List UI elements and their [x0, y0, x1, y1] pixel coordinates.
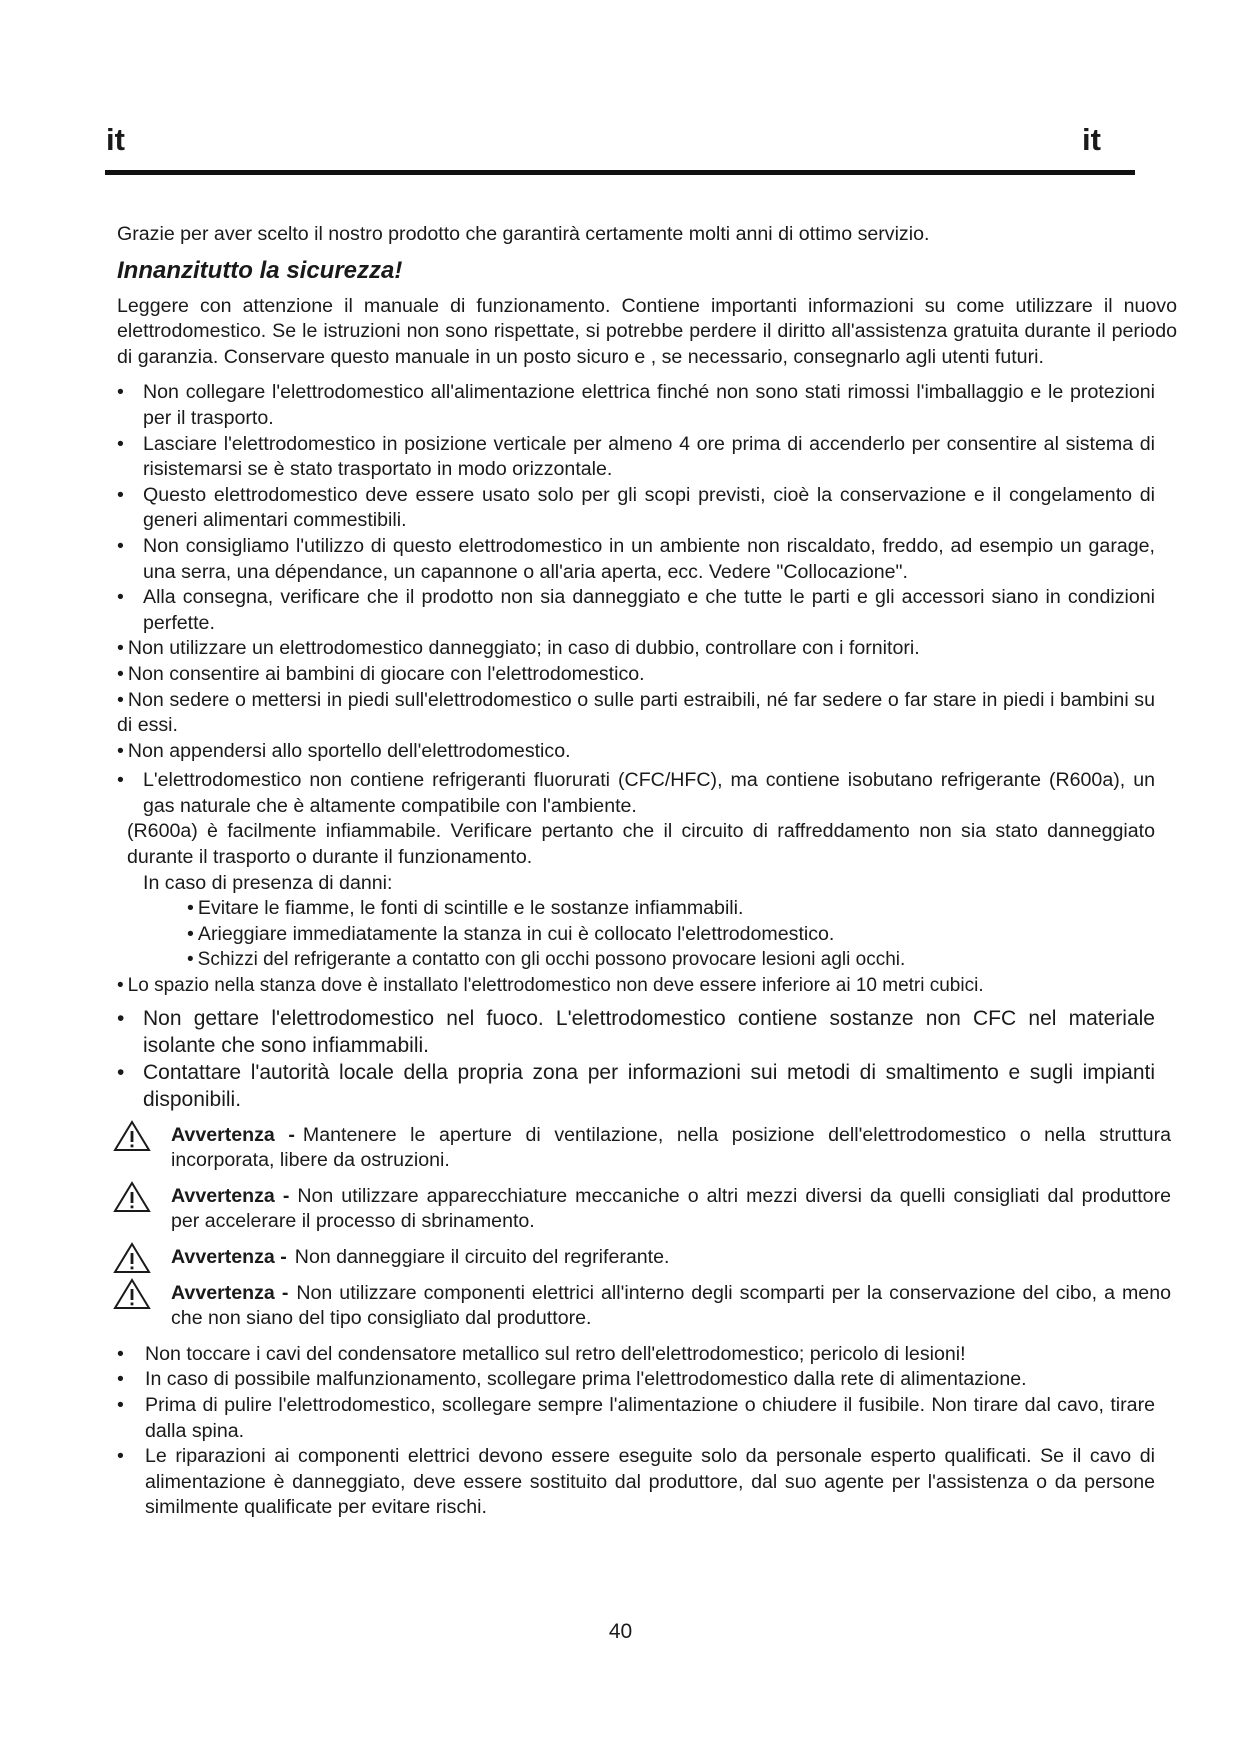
bullet-dot-icon: • [117, 662, 124, 685]
bullet-dot-icon: • [117, 637, 124, 660]
warning-label: Avvertenza - [171, 1246, 287, 1268]
safety-bullet: • Lasciare l'elettrodomestico in posizione verticale per almeno 4 ore prima di accenderlo per consentire al sistema di risistemarsi se è stato trasportato in modo orizzontale. [117, 432, 1155, 483]
refrigerant-flammable-text: (R600a) è facilmente infiammabile. Verificare pertanto che il circuito di raffreddamento non sia stato danneggiato durante il trasporto o durante il funzionamento. [127, 820, 1155, 869]
bullet-dot-icon: • [117, 975, 124, 997]
safety-paragraph: Leggere con attenzione il manuale di funzionamento. Contiene importanti informazioni su come utilizzare il nuovo elettrodomestico. Se le istruzioni non sono rispettate, si potrebbe perdere il diritto all'assistenza gratuita durante il periodo di garanzia. Conservare questo manuale in un posto sicuro e , se necessario, consegnarlo agli utenti futuri. [117, 294, 1177, 368]
warning-label: Avvertenza - [171, 1184, 290, 1207]
safety-bullet [117, 739, 1155, 765]
safety-heading: Innanzitutto la sicurezza! [117, 256, 403, 284]
refrigerant-section [117, 768, 1177, 998]
safety-bullet: • Questo elettrodomestico deve essere usato solo per gli scopi previsti, cioè la conservazione e il congelamento di generi alimentari commestibili. [117, 483, 1155, 534]
warning-item [117, 1281, 1171, 1332]
page-number: 40 [608, 1620, 633, 1643]
warning-item [117, 1184, 1171, 1235]
damage-item-text: Schizzi del refrigerante a contatto con gli occhi possono provocare lesioni agli occhi. [197, 949, 906, 971]
disposal-section [117, 1005, 1177, 1113]
safety-bullet [117, 662, 1155, 688]
refrigerant-bullet: • L'elettrodomestico non contiene refrigeranti fluorurati (CFC/HFC), ma contiene isobutano refrigerante (R600a), un gas naturale che è altamente compatibile con l'ambiente. [117, 768, 1155, 819]
final-bullet: • Le riparazioni ai componenti elettrici devono essere eseguite solo da personale esperto qualificati. Se il cavo di alimentazione è danneggiato, deve essere sostituito dal produttore, dal suo agente per l'assistenza o da persone similmente qualificate per evitare rischi. [117, 1444, 1155, 1521]
damage-item [117, 947, 1177, 973]
safety-bullet [117, 636, 1155, 662]
safety-bullet-text: Non sedere o mettersi in piedi sull'elettrodomestico o sulle parti estraibili, né far sedere o far stare in piedi i bambini su di essi. [117, 688, 1155, 737]
safety-bullet-list [117, 380, 1177, 764]
bullet-dot-icon: • [117, 688, 124, 711]
safety-bullet-text: Non consentire ai bambini di giocare con l'elettrodomestico. [127, 662, 645, 685]
bullet-dot-icon: • [187, 949, 194, 971]
intro-text: Grazie per aver scelto il nostro prodotto che garantirà certamente molti anni di ottimo servizio. [117, 223, 930, 245]
page-content [117, 222, 1177, 1521]
warning-label: Avvertenza - [171, 1281, 289, 1304]
warning-triangle-icon [113, 1181, 151, 1213]
warning-text: Non danneggiare il circuito del regriferante. [294, 1246, 670, 1268]
warning-triangle-icon [113, 1278, 151, 1310]
warning-triangle-icon [113, 1242, 151, 1274]
disposal-bullet: • Non gettare l'elettrodomestico nel fuoco. L'elettrodomestico contiene sostanze non CFC nel materiale isolante che sono infiammabili. [117, 1005, 1155, 1059]
warning-item [117, 1123, 1171, 1174]
header-language-left: it [106, 122, 125, 157]
warning-text: Non utilizzare componenti elettrici all'interno degli scomparti per la conservazione del cibo, a meno che non siano del tipo consigliato dal produttore. [171, 1281, 1171, 1330]
header-language-right: it [1082, 122, 1101, 157]
damage-item-text: Arieggiare immediatamente la stanza in cui è collocato l'elettrodomestico. [197, 922, 835, 945]
safety-bullet: • Alla consegna, verificare che il prodotto non sia danneggiato e che tutte le parti e gli accessori siano in condizioni perfette. [117, 585, 1155, 636]
safety-bullet: • Non consigliamo l'utilizzo di questo elettrodomestico in un ambiente non riscaldato, freddo, ad esempio un garage, una serra, una dépendance, un capannone o all'aria aperta, ecc. Vedere "Collocazione". [117, 534, 1155, 585]
final-bullet-list [117, 1342, 1177, 1521]
warning-text: Mantenere le aperture di ventilazione, nella posizione dell'elettrodomestico o nella struttura incorporata, libere da ostruzioni. [171, 1123, 1172, 1172]
header-rule [105, 170, 1135, 175]
room-size-text: Lo spazio nella stanza dove è installato l'elettrodomestico non deve essere inferiore ai 10 metri cubici. [127, 975, 984, 997]
final-bullet: • In caso di possibile malfunzionamento, scollegare prima l'elettrodomestico dalla rete di alimentazione. [117, 1367, 1155, 1393]
final-bullet: • Prima di pulire l'elettrodomestico, scollegare sempre l'alimentazione o chiudere il fusibile. Non tirare dal cavo, tirare dalla spina. [117, 1393, 1155, 1444]
safety-bullet: • Non collegare l'elettrodomestico all'alimentazione elettrica finché non sono stati rimossi l'imballaggio e le protezioni per il trasporto. [117, 380, 1155, 431]
warning-text: Non utilizzare apparecchiature meccaniche o altri mezzi diversi da quelli consigliati dal produttore per accelerare il processo di sbrinamento. [171, 1184, 1172, 1233]
disposal-bullet: • Contattare l'autorità locale della propria zona per informazioni sui metodi di smaltimento e sugli impianti disponibili. [117, 1059, 1155, 1113]
warning-triangle-icon [113, 1120, 151, 1152]
safety-bullet-text: Non utilizzare un elettrodomestico danneggiato; in caso di dubbio, controllare con i fornitori. [127, 637, 920, 660]
damage-item-text: Evitare le fiamme, le fonti di scintille e le sostanze infiammabili. [197, 897, 744, 920]
damage-intro: In caso di presenza di danni: [143, 871, 393, 894]
damage-item [117, 922, 1177, 948]
room-size-bullet [117, 973, 1155, 999]
damage-item [117, 896, 1177, 922]
warning-item [117, 1245, 1171, 1271]
bullet-dot-icon: • [187, 922, 194, 945]
final-bullet: • Non toccare i cavi del condensatore metallico sul retro dell'elettrodomestico; pericolo di lesioni! [117, 1342, 1155, 1368]
safety-bullet [117, 688, 1155, 739]
safety-bullet-text: Non appendersi allo sportello dell'elettrodomestico. [127, 739, 571, 762]
warnings-section [117, 1123, 1177, 1332]
warning-label: Avvertenza - [171, 1123, 295, 1146]
bullet-dot-icon: • [117, 739, 124, 762]
bullet-dot-icon: • [187, 897, 194, 920]
